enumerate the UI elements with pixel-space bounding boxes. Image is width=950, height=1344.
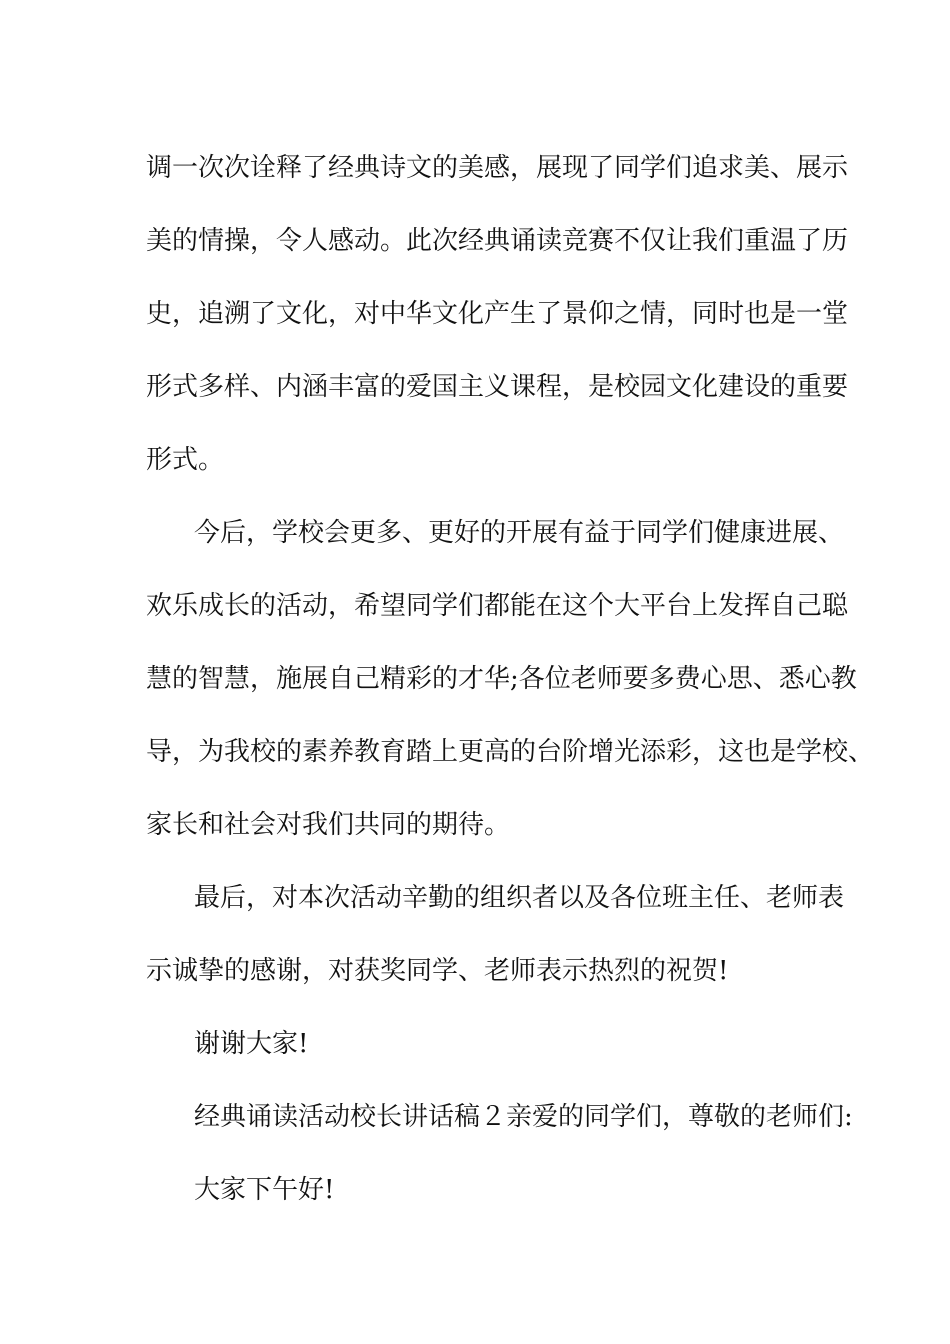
speech-title-line: 经典诵读活动校长讲话稿２亲爱的同学们，尊敬的老师们: <box>194 1102 853 1132</box>
text-line: 调一次次诠释了经典诗文的美感，展现了同学们追求美、展示 <box>146 153 849 183</box>
text-line: 导，为我校的素养教育踏上更高的台阶增光添彩，这也是学校、 <box>146 737 875 767</box>
text-line: 示诚挚的感谢，对获奖同学、老师表示热烈的祝贺! <box>146 956 729 986</box>
paragraph-start-line: 今后，学校会更多、更好的开展有益于同学们健康进展、 <box>194 518 845 548</box>
thanks-line: 谢谢大家! <box>194 1029 309 1059</box>
text-line: 史，追溯了文化，对中华文化产生了景仰之情，同时也是一堂 <box>146 299 849 329</box>
text-line: 欢乐成长的活动，希望同学们都能在这个大平台上发挥自己聪 <box>146 591 849 621</box>
text-line: 形式多样、内涵丰富的爱国主义课程，是校园文化建设的重要 <box>146 372 849 402</box>
greeting-line: 大家下午好! <box>194 1175 335 1205</box>
document-body <box>146 132 875 1227</box>
text-line: 慧的智慧，施展自己精彩的才华;各位老师要多费心思、悉心教 <box>146 664 857 694</box>
text-line: 家长和社会对我们共同的期待。 <box>146 810 511 840</box>
text-line: 美的情操，令人感动。此次经典诵读竞赛不仅让我们重温了历 <box>146 226 849 256</box>
text-line: 形式。 <box>146 445 225 475</box>
paragraph-start-line: 最后，对本次活动辛勤的组织者以及各位班主任、老师表 <box>194 883 845 913</box>
